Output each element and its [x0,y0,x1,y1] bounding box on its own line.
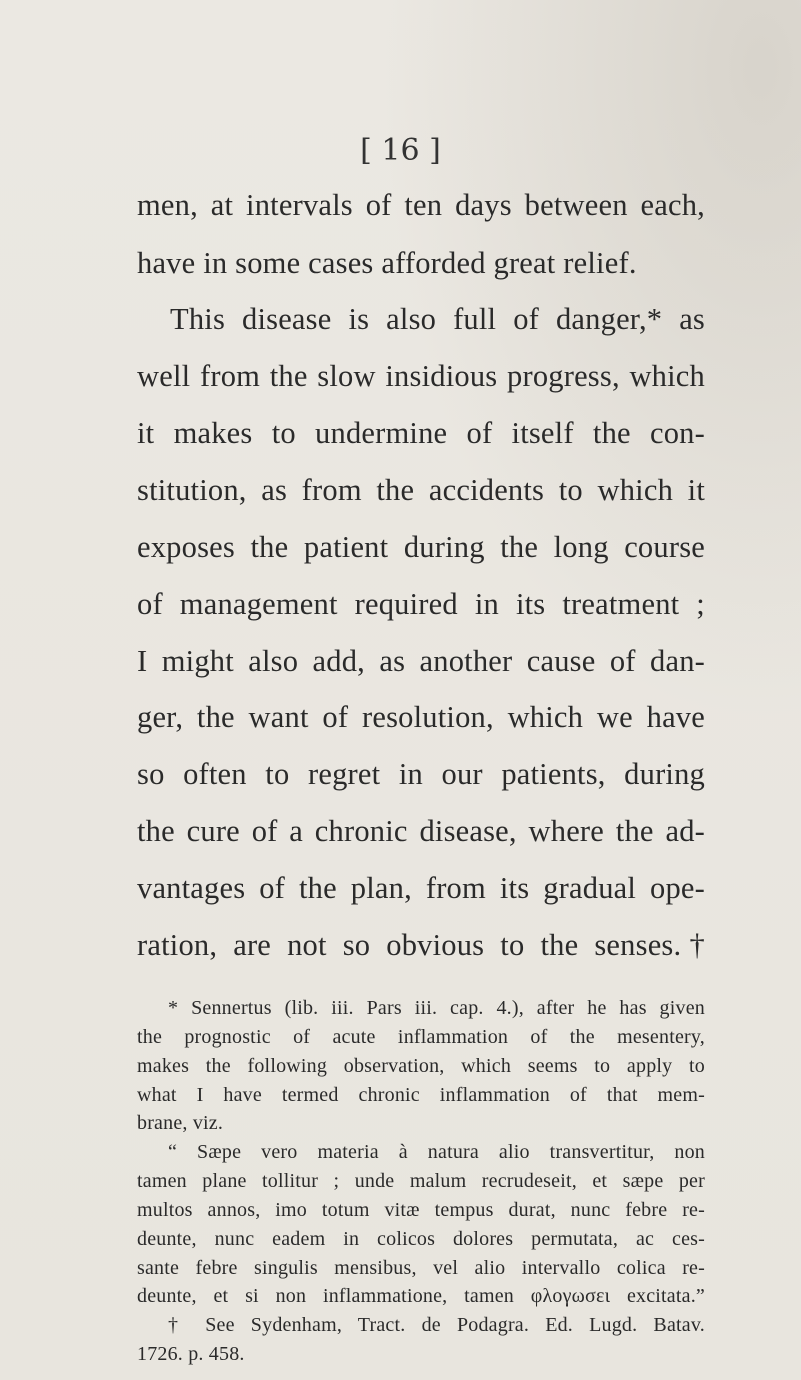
footnote-line: * Sennertus (lib. iii. Pars iii. cap. 4.), after he has given [168,997,705,1019]
footnote-line: brane, viz. [137,1112,224,1135]
footnote-line: “ Sæpe vero materia à natura alio transvertitur, non [168,1141,705,1164]
body-line: of management required in its treatment ; [137,587,705,621]
footnote-line: sante febre singulis mensibus, vel alio intervallo colica re- [137,1256,705,1279]
body-line: men, at intervals of ten days between each, [137,188,705,222]
body-line: stitution, as from the accidents to which it [137,473,705,507]
body-line: I might also add, as another cause of dan- [137,644,705,678]
footnote-line: the prognostic of acute inflammation of the mesentery, [137,1025,705,1048]
body-line: vantages of the plan, from its gradual ope- [137,871,705,905]
body-line: well from the slow insidious progress, which [137,359,705,393]
footnote-line: deunte, et si non inflammatione, tamen φλογωσει excitata.” [137,1285,705,1308]
footnote-line: multos annos, imo totum vitæ tempus durat, nunc febre re- [137,1198,705,1221]
body-line: have in some cases afforded great relief. [137,246,637,280]
body-line: exposes the patient during the long course [137,530,705,564]
footnote-line: makes the following observation, which seems to apply to [137,1054,705,1077]
page-number: [ 16 ] [360,133,441,168]
footnote-line: deunte, nunc eadem in colicos dolores permutata, ac ces- [137,1227,705,1250]
body-line: so often to regret in our patients, during [137,757,705,791]
footnote-line: what I have termed chronic inflammation of that mem- [137,1083,705,1106]
footnote-line: 1726. p. 458. [137,1343,245,1366]
body-line: it makes to undermine of itself the con- [137,416,705,450]
footnote-line: † See Sydenham, Tract. de Podagra. Ed. Lugd. Batav. [168,1314,705,1337]
body-line: ration, are not so obvious to the senses.† [137,928,705,962]
footnote-line: tamen plane tollitur ; unde malum recrudeseit, et sæpe per [137,1170,705,1193]
body-line: This disease is also full of danger,* as [170,302,705,336]
body-line: ger, the want of resolution, which we have [137,700,705,734]
body-line: the cure of a chronic disease, where the ad- [137,814,705,848]
